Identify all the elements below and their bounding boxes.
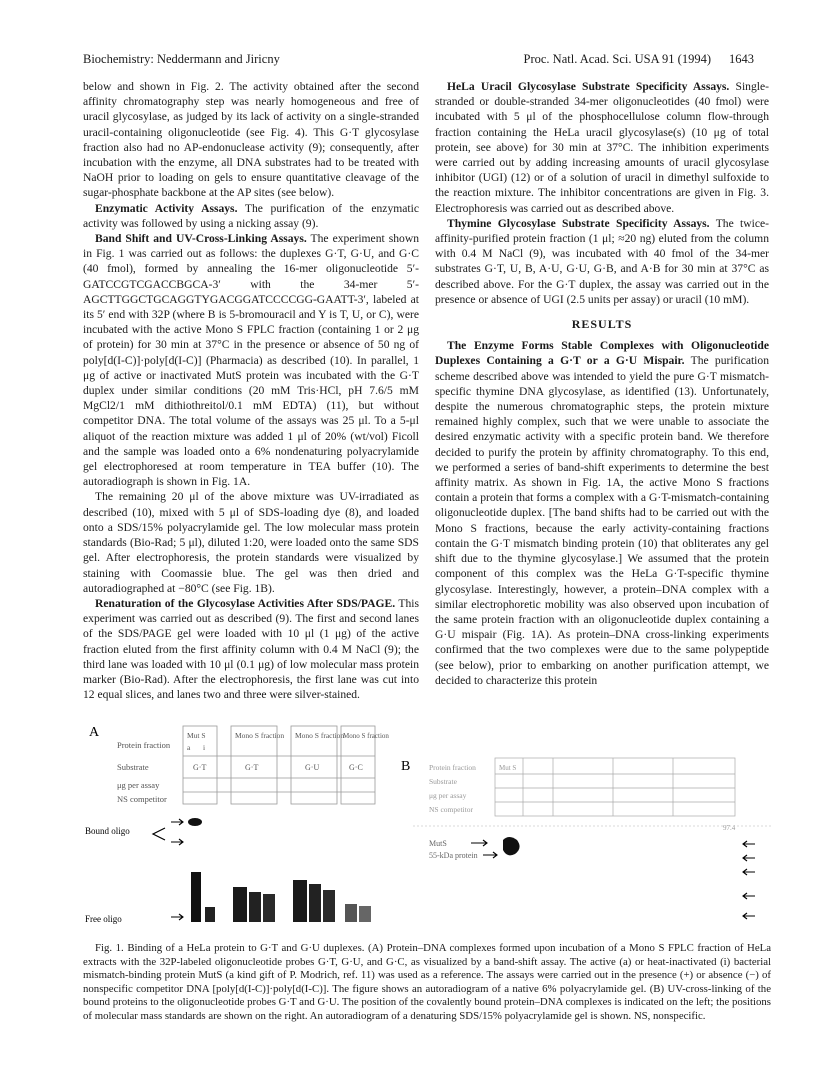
section-head: Renaturation of the Glycosylase Activities After SDS/PAGE.: [95, 596, 396, 610]
paragraph: The Enzyme Forms Stable Complexes with Oligonucleotide Duplexes Containing a G·T or a G·U Mispair. The purification scheme described above was intended to yield the pure G·T mismatch-specific thymine DNA glycosylase, as identified (13). Unfortunately, despite the numerous chromatographic steps, the protein mixture remained highly complex, such that we were unable to associate the desired enzymatic activity with a specific protein band. We therefore decided to purify the protein by affinity chromatography. To this end, we performed a series of band-shift experiments to determine the best affinity matrix. As shown in Fig. 1A, the active Mono S fractions contain a protein that forms a complex with a G·T-mismatch-containing oligonucleotide duplex. [The band shifts had to be carried out with the Mono S fractions, because the early activity-containing fractions contain the G·T mismatch binding protein (10) that obliterates any gel shift due to the thymine glycosylase.] We assumed that the protein component of this complex was the HeLa G·T-specific thymine glycosylase. Interestingly, however, a protein–DNA complex with a similar electrophoretic mobility was also observed upon incubation of the same protein fraction with an oligonucleotide duplex containing a G·U mispair (Fig. 1A). As protein–DNA cross-linking experiments confirmed that the two complexes were due to the same polypeptide (see below), prior to embarking on another purification attempt, we decided to characterize this protein: [435, 339, 769, 687]
paragraph: HeLa Uracil Glycosylase Substrate Specificity Assays. Single-stranded or double-stranded 34-mer oligonucleotides (40 fmol) were incubated with 5 μl of the phosphocellulose column flow-through fraction containing the HeLa uracil glycosylase(s) (10 μg of total protein, see above) for 30 min at 37°C. The inhibition experiments were carried out by adding increasing amounts of uracil glycosylase inhibitor (UGI) (12) or of a solution of uracil in dimethyl sulfoxide to the reaction mixture. The inhibitor concentrations are given in Fig. 3. Electrophoresis was carried out as described above.: [435, 80, 770, 215]
section-head: Thymine Glycosylase Substrate Specificity Assays.: [447, 216, 710, 230]
b-muts-label: MutS: [429, 839, 447, 848]
page-number: 1643: [729, 52, 754, 66]
paragraph: Thymine Glycosylase Substrate Specificity Assays. The twice-affinity-purified protein fraction (1 μl; ≈20 ng) eluted from the column with 0.4 M NaCl (9), was incubated with 40 fmol of the 34-mer substrates G·T, U, B, A·U, G·U, G·B, and A·B for 30 min at 37°C as described above. For the G·T duplex, the assay was carried out in the presence or absence of UGI (2.5 units per assay) or uracil (10 mM).: [435, 216, 769, 306]
running-header-right: [524, 52, 754, 67]
paragraph: Band Shift and UV-Cross-Linking Assays. The experiment shown in Fig. 1 was carried out as follows: the duplexes G·T, G·U, and G·C (40 fmol), formed by annealing the 16-mer oligonucleotide 5′-GATCCGTCGACCBGCA-3′ with the 34-mer 5′-AGCTTGGCTGCAGGTYGACGGATCCCCGG-GAATT-3′, labeled at its 5′ end with 32P (where B is 5-bromouracil and Y is T, U, or C), were incubated with the active Mono S FPLC fraction (containing 1 or 2 μg of protein) for 30 min at 37°C in the presence or absence of 50 ng of poly[d(I-C)]·poly[d(I-C)] (Pharmacia) as described (10). In parallel, 1 μg of active or inactivated MutS protein was incubated with the G·T duplex under similar conditions (20 mM Tris·HCl, pH 7.6/5 mM MgCl2/1 mM dithiothreitol/0.1 mM EDTA) (11), but without competitor DNA. The total volume of the assays was 25 μl. To a 5-μl aliquot of the reaction mixture was added 1 μl of 20% (wt/vol) Ficoll and the sample was loaded onto a 6% nondenaturing polyacrylamide gel electrophoresed at room temperature in TEA buffer (10). The autoradiograph is shown in Fig. 1A.: [83, 232, 419, 489]
section-head: Enzymatic Activity Assays.: [95, 201, 238, 215]
b-marker-97: 97.4: [723, 824, 736, 832]
caption-title: Binding of a HeLa protein to G·T and G·U duplexes.: [127, 942, 365, 954]
b-row-label-ns: NS competitor: [429, 805, 473, 814]
row-label-ns: NS competitor: [117, 794, 167, 804]
row-label-protein: Protein fraction: [117, 740, 171, 750]
paragraph: The remaining 20 μl of the above mixture was UV-irradiated as described (10), mixed with 5 μl of SDS-loading dye (8), and loaded onto a SDS/15% polyacrylamide gel. The low molecular mass protein standards (Bio-Rad; 5 μl), diluted 1:20, were loaded onto the same SDS gel. After electrophoresis, the protein standards were visualized by staining with Coomassie blue. The gel was then dried and autoradiographed at −80°C (see Fig. 1B).: [83, 490, 419, 595]
section-head: The Enzyme Forms Stable Complexes with Oligonucleotide Duplexes Containing a G·T or a G·U Mispair.: [435, 339, 769, 368]
panel-a-label: A: [89, 725, 100, 740]
fraction-muts: Mut S: [187, 731, 206, 740]
fraction-mono-s-3: Mono S fraction: [343, 732, 389, 740]
figure-1: [83, 722, 773, 940]
running-header-left: Biochemistry: Neddermann and Jiricny: [83, 52, 280, 66]
fraction-mono-s-1: Mono S fraction: [235, 731, 285, 740]
row-label-ug: μg per assay: [117, 780, 160, 790]
caption-text: Fig. 1. Binding of a HeLa protein to G·T and G·U duplexes. (A) Protein–DNA complexes formed upon incubation of a Mono S FPLC fraction of HeLa extracts with the 32P-labeled oligonucleotide probes G·T, G·U, and G·C, as visualized by a band-shift assay. The active (a) or heat-inactivated (i) bacterial mismatch-binding protein MutS (a kind gift of P. Modrich, ref. 11) was used as a reference. The assays were carried out in the presence (+) or absence (−) of nonspecific competitor DNA [poly[d(I-C)]·poly[d(I-C)]. The figure shows an autoradiogram of a native 6% polyacrylamide gel. (B) UV-cross-linking of the bound proteins to the oligonucleotide probes G·T and G·U. The position of the covalently bound protein–DNA complexes is indicated on the left; the positions of molecular mass standards are shown on the right. An autoradiogram of a denaturing SDS/15% polyacrylamide gel is shown. NS, nonspecific.: [83, 942, 772, 1022]
b-row-label-substrate: Substrate: [429, 777, 457, 786]
section-head: HeLa Uracil Glycosylase Substrate Specificity Assays.: [447, 80, 730, 93]
b-55kda-label: 55-kDa protein: [429, 851, 478, 860]
paragraph: below and shown in Fig. 2. The activity obtained after the second affinity chromatography step was nearly homogeneous and free of uracil glycosylase, as judged by its lack of activity on a single-stranded uracil-containing oligonucleotide (see Fig. 4). This G·T glycosylase fraction also had no AP-endonuclease activity (9); consequently, after incubation with the enzyme, all DNA substrates had to be treated with NaOH prior to loading on gels to ensure quantitative cleavage of the sugar-phosphate backbone at the AP sites (see below).: [83, 80, 419, 200]
journal-citation: Proc. Natl. Acad. Sci. USA 91 (1994): [523, 52, 711, 66]
left-column: [83, 79, 419, 702]
panel-b-label: B: [401, 759, 411, 774]
section-head: Band Shift and UV-Cross-Linking Assays.: [95, 232, 307, 246]
muts-lane-i: i: [203, 743, 206, 752]
results-heading: RESULTS: [571, 317, 633, 332]
substrate-gu: G·U: [305, 763, 320, 772]
muts-lane-a: a: [187, 743, 191, 752]
b-fraction-muts: Mut S: [499, 764, 517, 772]
substrate-gt-1: G·T: [193, 763, 207, 772]
substrate-gc: G·C: [349, 763, 363, 772]
b-row-label-protein: Protein fraction: [429, 763, 476, 772]
fraction-mono-s-2: Mono S fraction: [295, 731, 345, 740]
figure-1-autoradiograms: [83, 722, 773, 940]
right-column: [435, 79, 769, 688]
row-label-substrate: Substrate: [117, 762, 149, 772]
b-row-label-ug: μg per assay: [429, 791, 467, 800]
paragraph: Enzymatic Activity Assays. The purification of the enzymatic activity was followed by using a nicking assay (9).: [83, 201, 419, 230]
bound-oligo-label: Bound oligo: [85, 826, 130, 836]
figure-number: Fig. 1.: [95, 942, 124, 954]
paragraph: Renaturation of the Glycosylase Activities After SDS/PAGE. This experiment was carried out as described (9). The first and second lanes of the SDS/PAGE gel were loaded with 10 μl (1 μg) of the active fraction eluted from the first affinity column with 0.4 M NaCl (9); the third lane was loaded with 10 μl (0.1 μg) of low molecular mass protein marker (Bio-Rad). After the electrophoresis, the first lane was cut into 12 equal slices, and lanes two and three were silver-stained.: [83, 596, 419, 702]
figure-caption: [83, 942, 771, 1024]
free-oligo-label: Free oligo: [85, 914, 122, 924]
substrate-gt-2: G·T: [245, 763, 259, 772]
